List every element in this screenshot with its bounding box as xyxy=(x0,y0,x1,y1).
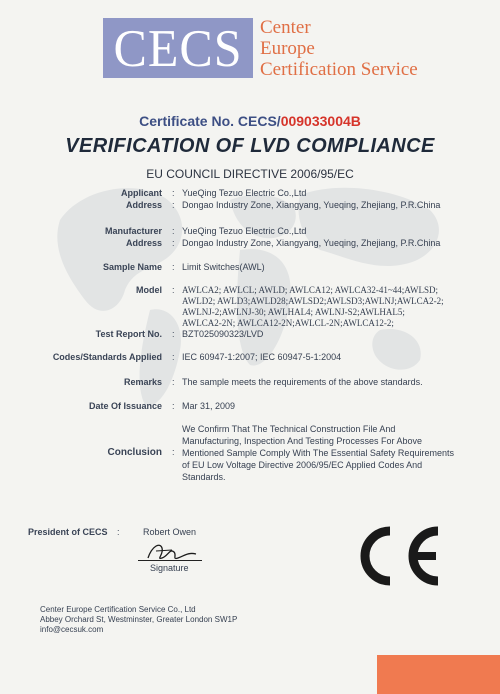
conclusion-line-2: Manufacturing, Inspection And Testing Processes For Above xyxy=(182,436,422,446)
codes-standards-value: IEC 60947-1:2007; IEC 60947-5-1:2004 xyxy=(182,352,342,362)
test-report-value: BZT025090323/LVD xyxy=(182,329,264,339)
manufacturer-address-label: Address xyxy=(125,238,162,248)
remarks-colon: : xyxy=(172,377,175,387)
test-report-colon: : xyxy=(172,329,175,339)
model-line-3: AWLNJ-2;AWLNJ-30; AWLHAL4; AWLNJ-S2;AWLHAL5; xyxy=(182,307,405,317)
applicant-address-value: Dongao Industry Zone, Xiangyang, Yueqing, Zhejiang, P.R.China xyxy=(182,200,441,210)
date-of-issuance-value: Mar 31, 2009 xyxy=(182,401,236,411)
remarks-label: Remarks xyxy=(123,377,162,387)
applicant-value: YueQing Tezuo Electric Co.,Ltd xyxy=(182,188,307,198)
model-colon: : xyxy=(172,285,175,295)
codes-standards-label: Codes/Standards Applied xyxy=(52,352,162,362)
date-of-issuance-label: Date Of Issuance xyxy=(88,401,162,411)
date-of-issuance-colon: : xyxy=(172,401,175,411)
president-colon: : xyxy=(117,527,120,537)
applicant-label: Applicant xyxy=(120,188,162,198)
sample-name-label: Sample Name xyxy=(102,262,162,272)
signature-label: Signature xyxy=(150,563,189,573)
conclusion-line-1: We Confirm That The Technical Construction File And xyxy=(182,424,396,434)
signature-line xyxy=(138,560,202,561)
directive-subtitle: EU COUNCIL DIRECTIVE 2006/95/EC xyxy=(146,167,354,181)
ce-mark-icon xyxy=(354,525,444,587)
model-label: Model xyxy=(136,285,162,295)
applicant-colon: : xyxy=(172,188,175,198)
conclusion-colon: : xyxy=(172,447,175,457)
conclusion-label: Conclusion xyxy=(107,447,162,458)
footer-address: Abbey Orchard St, Westminster, Greater London SW1P xyxy=(40,615,238,624)
footer-email: info@cecsuk.com xyxy=(40,625,104,634)
manufacturer-value: YueQing Tezuo Electric Co.,Ltd xyxy=(182,226,307,236)
manufacturer-label: Manufacturer xyxy=(104,226,162,236)
sample-name-value: Limit Switches(AWL) xyxy=(182,262,265,272)
certificate-id: 009033004B xyxy=(280,113,361,129)
codes-standards-colon: : xyxy=(172,352,175,362)
model-line-4: AWLCA2-2N; AWLCA12-2N;AWLCL-2N;AWLCA12-2; xyxy=(182,318,394,328)
logo-text: CECS xyxy=(113,18,243,78)
president-name: Robert Owen xyxy=(143,527,197,537)
handwritten-signature xyxy=(142,538,202,566)
org-name-line-2: Europe xyxy=(260,38,315,59)
conclusion-line-5: Standards. xyxy=(182,472,226,482)
document-title: VERIFICATION OF LVD COMPLIANCE xyxy=(65,135,435,157)
president-label: President of CECS xyxy=(28,527,108,537)
manufacturer-address-value: Dongao Industry Zone, Xiangyang, Yueqing, Zhejiang, P.R.China xyxy=(182,238,441,248)
sample-name-colon: : xyxy=(172,262,175,272)
conclusion-line-3: Mentioned Sample Comply With The Essential Safety Requirements xyxy=(182,448,454,458)
manufacturer-address-colon: : xyxy=(172,238,175,248)
corner-accent-stripe xyxy=(377,655,500,694)
applicant-address-label: Address xyxy=(125,200,162,210)
model-line-2: AWLD2; AWLD3;AWLD28;AWLSD2;AWLSD3;AWLNJ;AWLCA2-2; xyxy=(182,296,444,306)
certificate-prefix: Certificate No. CECS/ xyxy=(139,113,281,129)
test-report-label: Test Report No. xyxy=(95,329,162,339)
footer-company: Center Europe Certification Service Co., Ltd xyxy=(40,605,196,614)
org-name-line-3: Certification Service xyxy=(260,59,418,80)
model-line-1: AWLCA2; AWLCL; AWLD; AWLCA12; AWLCA32-41~44;AWLSD; xyxy=(182,285,439,295)
org-name-line-1: Center xyxy=(260,17,311,38)
manufacturer-colon: : xyxy=(172,226,175,236)
applicant-address-colon: : xyxy=(172,200,175,210)
conclusion-line-4: of EU Low Voltage Directive 2006/95/EC Applied Codes And xyxy=(182,460,423,470)
remarks-value: The sample meets the requirements of the above standards. xyxy=(182,377,423,387)
